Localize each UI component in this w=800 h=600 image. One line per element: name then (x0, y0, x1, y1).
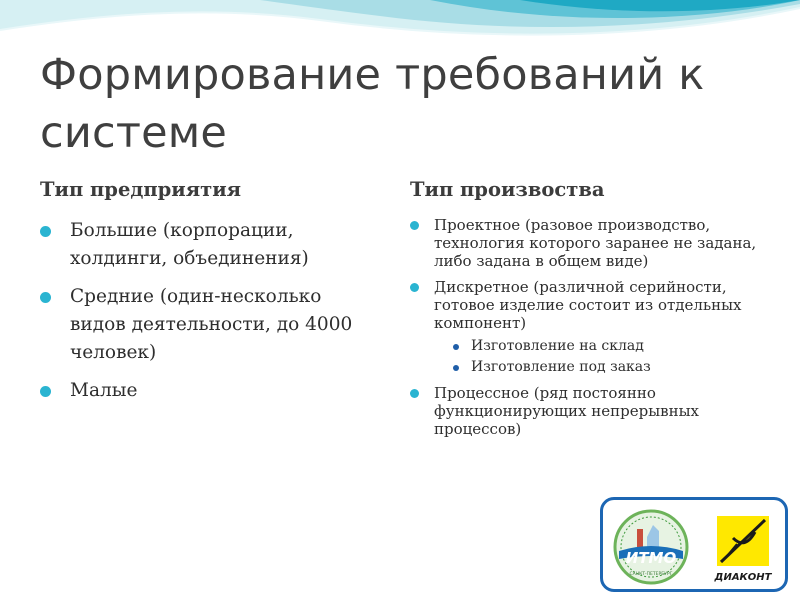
svg-text:ИТМО: ИТМО (625, 549, 677, 567)
enterprise-type-heading: Тип предприятия (40, 178, 242, 201)
list-item (40, 217, 375, 273)
slide-title: Формирование требований к системе (40, 50, 705, 158)
production-sublist (434, 338, 770, 376)
svg-text:САНКТ-ПЕТЕРБУРГ: САНКТ-ПЕТЕРБУРГ (629, 572, 673, 577)
sub-bullet-icon (453, 365, 459, 371)
list-item (410, 278, 770, 376)
diakont-logo-icon (703, 510, 781, 586)
enterprise-type-column (40, 178, 375, 415)
list-item-text: Дискретное (различной серийности, готовое изделие состоит из отдельных компонент) (434, 278, 742, 332)
production-type-heading: Тип произвоства (410, 178, 605, 201)
sub-bullet-icon (453, 344, 459, 350)
list-item-text: Процессное (ряд постоянно функционирующих непрерывных процессов) (434, 384, 699, 438)
list-item-text: Малые (70, 380, 138, 401)
svg-text:ДИАКОНТ: ДИАКОНТ (714, 572, 772, 583)
bullet-icon (40, 292, 51, 303)
production-type-column (410, 178, 770, 446)
partner-logos-panel (600, 497, 788, 592)
list-item-text: Средние (один-несколько видов деятельности, до 4000 человек) (70, 286, 353, 363)
list-item (410, 216, 770, 270)
list-item-text: Большие (корпорации, холдинги, объединения) (70, 220, 309, 269)
bullet-icon (410, 389, 419, 398)
bullet-icon (410, 221, 419, 230)
list-item (40, 377, 375, 405)
sub-list-item (434, 338, 770, 355)
enterprise-type-list (40, 217, 375, 405)
list-item (40, 283, 375, 367)
production-type-list (410, 216, 770, 438)
itmo-logo-icon (611, 507, 691, 585)
list-item-text: Проектное (разовое производство, технология которого заранее не задана, либо задана в общем виде) (434, 216, 757, 270)
bullet-icon (40, 226, 51, 237)
sub-list-item-text: Изготовление на склад (471, 338, 644, 354)
list-item (410, 384, 770, 438)
sub-list-item-text: Изготовление под заказ (471, 359, 651, 375)
bullet-icon (410, 283, 419, 292)
bullet-icon (40, 386, 51, 397)
sub-list-item (434, 359, 770, 376)
